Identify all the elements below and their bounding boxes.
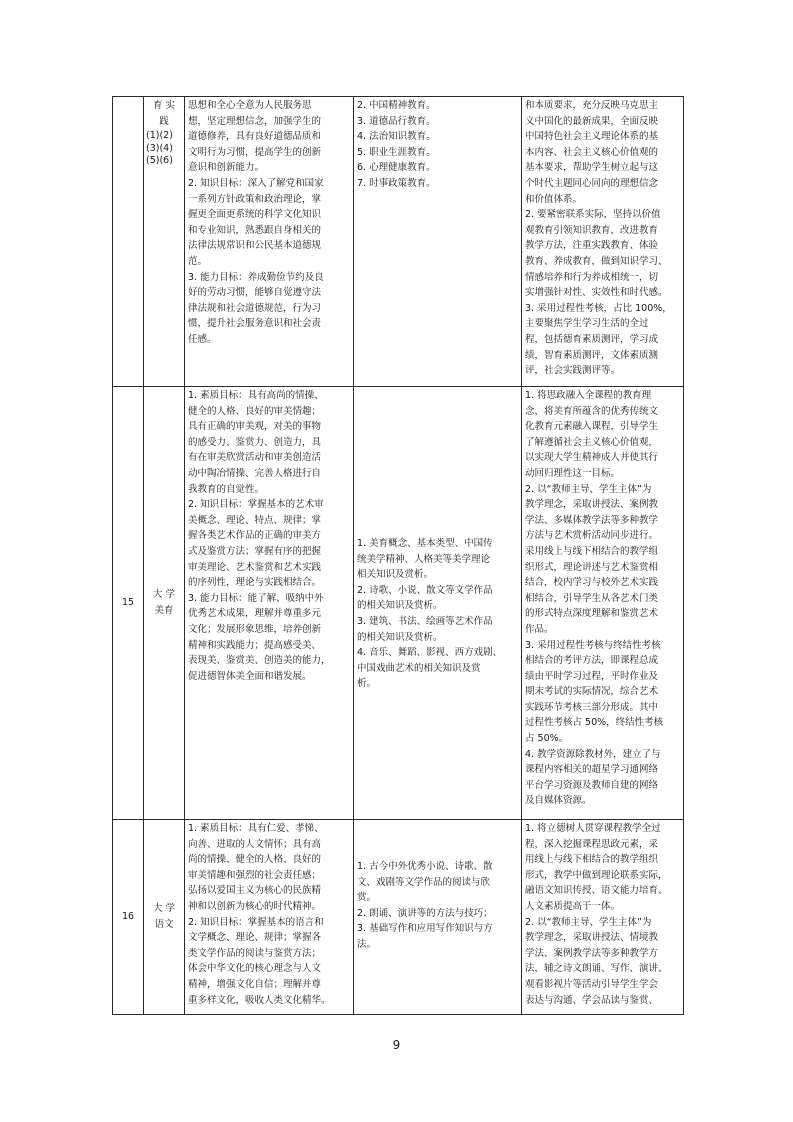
spacer bbox=[357, 821, 518, 859]
goal-paragraph: 2. 知识目标：深入了解党和国家 一系列方针政策和政治理论，掌 握更全面更系统的科学文化知识 和专业知识，熟悉跟自身相关的 法律法规常识和公民基本道德规 范。 bbox=[188, 177, 324, 267]
content-paragraph: 4. 音乐、舞蹈、影视、西方戏剧、 中国戏曲艺术的相关知识及赏 析。 bbox=[357, 647, 503, 690]
table-row bbox=[113, 97, 684, 387]
course-name bbox=[144, 387, 185, 820]
requirement-paragraph: 2. 以“教师主导、学生主体”为 教学理念，采取讲授法、案例教 学法、多媒体教学法等多种教学 方法与艺术赏析活动同步进行。 采用线上与线下相结合的教学组 织形式，理论讲述与艺术鉴赏相 结合，校内学习与校外艺术实践 相结合，引导学生从各艺术门类 的形式特点深度理解和鉴赏艺术 作品。 bbox=[525, 483, 659, 635]
course-requirements bbox=[522, 820, 684, 1015]
content-paragraph: 2. 中国精神教育。 3. 道德品行教育。 4. 法治知识教育。 5. 职业生涯教育。 6. 心理健康教育。 7. 时事政策教育。 bbox=[357, 100, 436, 189]
requirement-paragraph: 3. 采用过程性考核，占比 100%， 主要聚焦学生学习生活的全过 程，包括德育素质测评，学习成 绩，智育素质测评，文体素质测 评，社会实践测评等。 bbox=[525, 302, 672, 377]
course-goals bbox=[185, 97, 354, 387]
course-content bbox=[354, 97, 522, 387]
requirement-paragraph: 2. 以“教师主导、学生主体”为 教学理念，采取讲授法、情境教 学法、案例教学法等多种教学方 法，辅之诗文朗诵、写作、演讲、 观看影视片等活动引导学生学会 表达与沟通、学会品读与鉴赏、 bbox=[525, 916, 668, 1006]
goal-paragraph: 2. 知识目标：掌握基本的语言和 文学概念、理论、规律；掌握各 类文学作品的阅读与鉴赏方法； 体会中华文化的核心理念与人文 精神，增强文化自信；理解并尊 重多样文化，吸收人类文化精华。 bbox=[188, 916, 331, 1006]
course-goals bbox=[185, 387, 354, 820]
requirement-paragraph: 1. 将立德树人贯穿课程教学全过 程，深入挖掘课程思政元素，采 用线上与线下相结合的教学组织 形式，教学中做到理论联系实际， 融语文知识传授、语文能力培育、 人文素质提高于一体。 bbox=[525, 823, 668, 912]
course-goals bbox=[185, 820, 354, 1015]
content-paragraph: 2. 诗歌、小说、散文等文学作品 的相关知识及赏析。 bbox=[357, 584, 493, 612]
goal-paragraph: 3. 能力目标：能了解、吸纳中外 优秀艺术成果，理解并尊重多元 文化；发展形象思维，培养创新 精神和实践能力；提高感受美、 表现美、鉴赏美、创造美的能力， 促进德智体美全面和谐发展。 bbox=[188, 592, 331, 682]
course-requirements bbox=[522, 387, 684, 820]
objective-codes: (1)(2) (3)(4) (5)(6) bbox=[146, 130, 173, 167]
course-name-text: 大 学 美育 bbox=[152, 589, 176, 616]
course-name-text: 育 实 践 bbox=[152, 100, 176, 127]
requirement-paragraph: 2. 要紧密联系实际，坚持以价值 观教育引领知识教育，改进教育 教学方法，注重实践教育、体验 教育、养成教育，做到知识学习、 情感培养和行为养成相统一，切 实增强针对性、实效性和时代感。 bbox=[525, 209, 668, 299]
requirement-paragraph: 3. 采用过程性考核与终结性考核 相结合的考评方法，即课程总成 绩由平时学习过程，平时作业及 期末考试的实际情况，综合艺术 实践环节考核三部分形成。其中 过程性考核占 50%，终结性考核 占 50%。 bbox=[525, 639, 664, 745]
course-requirements bbox=[522, 97, 684, 387]
goal-paragraph: 1. 素质目标：具有仁爱、孝悌、 向善、进取的人文情怀；具有高 尚的情操、健全的人格、良好的 审美情趣和强烈的社会责任感； 弘扬以爱国主义为核心的民族精 神和以创新为核心的时代精神。 bbox=[188, 823, 324, 912]
goal-paragraph: 思想和全心全意为人民服务思 想，坚定理想信念，加强学生的 道德修养，具有良好道德品质和 文明行为习惯，提高学生的创新 意识和创新能力。 bbox=[188, 100, 322, 174]
content-paragraph: 1. 美育概念、基本类型、中国传 统美学精神、人格美等美学理论 相关知识及赏析。 bbox=[357, 538, 493, 581]
row-number: 16 bbox=[113, 820, 144, 1015]
spacer bbox=[357, 388, 518, 536]
table-row bbox=[113, 387, 684, 820]
goal-paragraph: 2. 知识目标：掌握基本的艺术审 美概念、理论、特点、规律；掌 握各类艺术作品的正确的审美方 式及鉴赏方法；掌握有序的把握 审美理论、艺术鉴赏和艺术实践 的序列性，理论与实践相结合。 bbox=[188, 499, 324, 589]
content-paragraph: 2. 朗诵、演讲等的方法与技巧； bbox=[357, 907, 493, 919]
curriculum-table bbox=[112, 96, 684, 1015]
course-name bbox=[144, 820, 185, 1015]
content-paragraph: 3. 建筑、书法、绘画等艺术作品 的相关知识及赏析。 bbox=[357, 615, 493, 643]
goal-paragraph: 1. 素质目标：具有高尚的情操、 健全的人格、良好的审美情趣； 具有正确的审美观，对美的事物 的感受力、鉴赏力、创造力，具 有在审美欣赏活动和审美创造活 动中陶冶情操、完善人格进行自 我教育的自觉性。 bbox=[188, 390, 324, 495]
table-row bbox=[113, 820, 684, 1015]
requirement-paragraph: 1. 将思政融入全课程的教育理 念，将美育所蕴含的优秀传统文 化教育元素融入课程，引导学生 了解遵循社会主义核心价值观， 以实现大学生精神成人并使其行 动回归理性这一目标。 bbox=[525, 390, 659, 479]
row-number: 15 bbox=[113, 387, 144, 820]
course-name bbox=[144, 97, 185, 387]
course-content bbox=[354, 820, 522, 1015]
content-paragraph: 3. 基础写作和应用写作知识与方 法。 bbox=[357, 923, 493, 950]
course-name-text: 大 学 语文 bbox=[152, 903, 176, 930]
course-content bbox=[354, 387, 522, 820]
requirement-paragraph: 4. 教学资源除教材外，建立了与 课程内容相关的超星学习通网络 平台学习资源及教师自建的网络 及自媒体资源。 bbox=[525, 748, 661, 807]
page-number: 9 bbox=[392, 1038, 401, 1052]
row-number bbox=[113, 97, 144, 387]
goal-paragraph: 3. 能力目标：养成勤俭节约及良 好的劳动习惯，能够自觉遵守法 律法规和社会道德规范，行为习 惯，提升社会服务意识和社会责 任感。 bbox=[188, 271, 324, 345]
content-paragraph: 1. 古今中外优秀小说、诗歌、散 文、戏剧等文学作品的阅读与欣 赏。 bbox=[357, 861, 493, 904]
requirement-paragraph: 和本质要求，充分反映马克思主 义中国化的最新成果，全面反映 中国特色社会主义理论体系的基 本内容、社会主义核心价值观的 基本要求，帮助学生树立起与这 个时代主题同心同向的理想信念 和价值体系。 bbox=[525, 100, 659, 205]
